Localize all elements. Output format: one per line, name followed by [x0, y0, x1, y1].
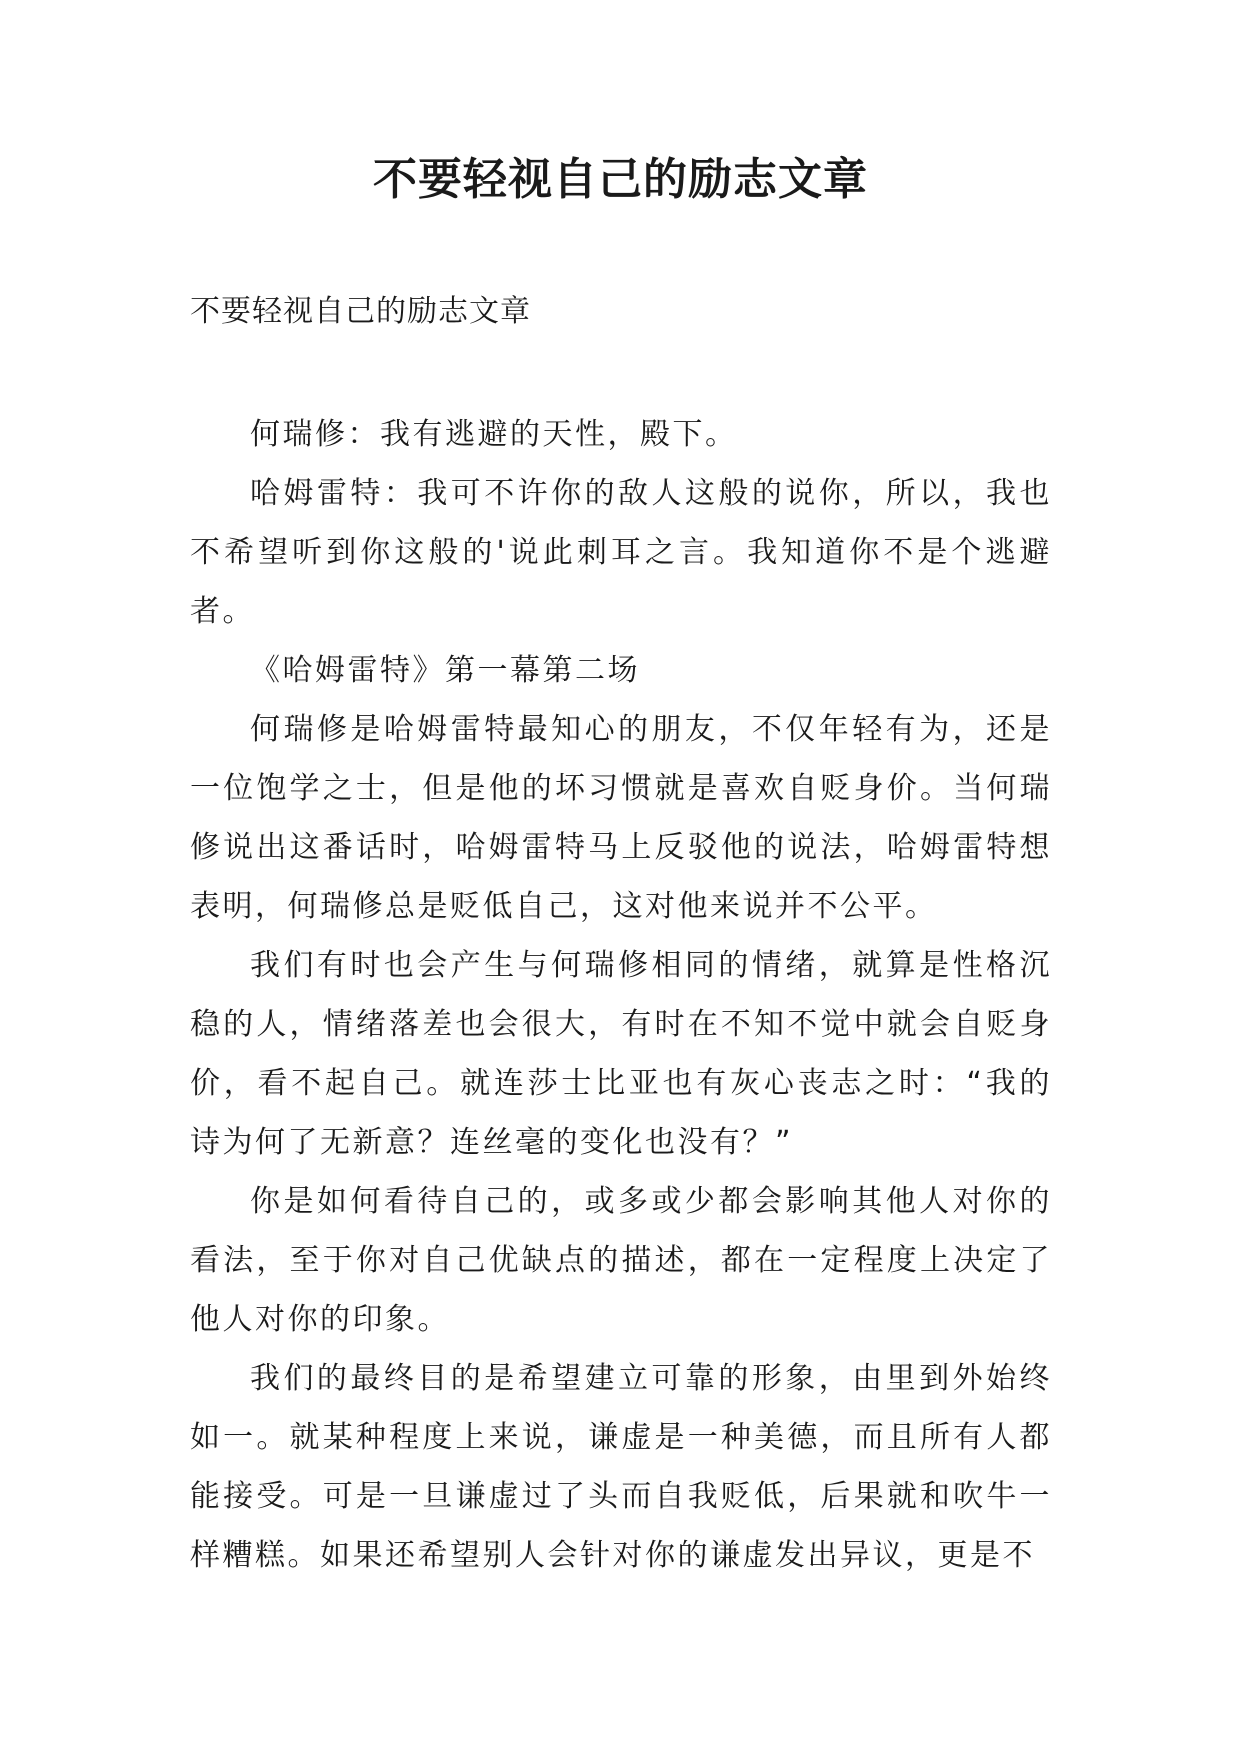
document-subtitle: 不要轻视自己的励志文章	[190, 294, 531, 329]
paragraph-7: 我们的最终目的是希望建立可靠的形象，由里到外始终如一。就某种程度上来说，谦虚是一种美德，而且所有人都能接受。可是一旦谦虚过了头而自我贬低，后果就和吹牛一样糟糕。如果还希望别人会针对你的谦虚发出异议，更是不	[190, 1361, 1052, 1573]
paragraph-2: 哈姆雷特：我可不许你的敌人这般的说你，所以，我也不希望听到你这般的'说此刺耳之言。我知道你不是个逃避者。	[190, 476, 1052, 629]
document-title: 不要轻视自己的励志文章	[373, 154, 868, 205]
document-body	[190, 405, 1052, 1585]
paragraph-6: 你是如何看待自己的，或多或少都会影响其他人对你的看法，至于你对自己优缺点的描述，都在一定程度上决定了他人对你的印象。	[190, 1184, 1052, 1337]
paragraph-1: 何瑞修：我有逃避的天性，殿下。	[250, 417, 738, 452]
paragraph-4: 何瑞修是哈姆雷特最知心的朋友，不仅年轻有为，还是一位饱学之士，但是他的坏习惯就是喜欢自贬身价。当何瑞修说出这番话时，哈姆雷特马上反驳他的说法，哈姆雷特想表明，何瑞修总是贬低自己，这对他来说并不公平。	[190, 712, 1052, 924]
paragraph-5: 我们有时也会产生与何瑞修相同的情绪，就算是性格沉稳的人，情绪落差也会很大，有时在不知不觉中就会自贬身价，看不起自己。就连莎士比亚也有灰心丧志之时：“我的诗为何了无新意？连丝毫的变化也没有？”	[190, 948, 1052, 1160]
paragraph-3: 《哈姆雷特》第一幕第二场	[250, 653, 640, 688]
